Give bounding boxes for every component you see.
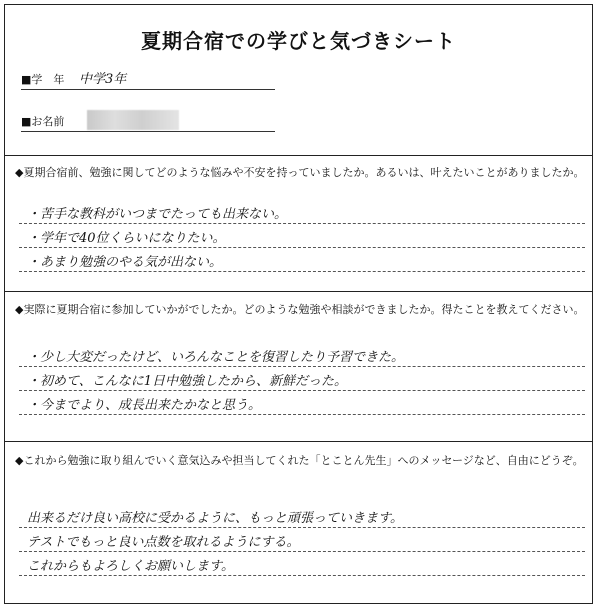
question-2: ◆実際に夏期合宿に参加していかがでしたか。どのような勉強や相談ができましたか。得たことを教えてください。 (15, 303, 585, 316)
answer-line (19, 225, 585, 248)
answer-line (19, 201, 585, 224)
answer-line (19, 344, 585, 367)
divider (5, 441, 592, 442)
name-field (21, 109, 275, 132)
answer-text: テストでもっと良い点数を取れるようにする。 (27, 535, 300, 550)
answer-line (19, 249, 585, 272)
redacted-name (87, 110, 179, 130)
answer-text: ・学年で40位くらいになりたい。 (27, 231, 226, 246)
answer-line (19, 505, 585, 528)
grade-field (21, 67, 275, 90)
answer-text: これからもよろしくお願いします。 (27, 559, 234, 574)
answer-text: ・少し大変だったけど、いろんなことを復習したり予習できた。 (27, 350, 405, 365)
question-1: ◆夏期合宿前、勉強に関してどのような悩みや不安を持っていましたか。あるいは、叶えたいことがありましたか。 (15, 166, 585, 179)
answer-line (19, 553, 585, 576)
answer-text: 出来るだけ良い高校に受かるように、もっと頑張っていきます。 (27, 511, 403, 526)
divider (5, 155, 592, 156)
grade-label: ■学 年 (21, 73, 65, 86)
divider (5, 291, 592, 292)
question-3: ◆これから勉強に取り組んでいく意気込みや担当してくれた「とことん先生」へのメッセージなど、自由にどうぞ。 (15, 454, 584, 467)
survey-sheet (4, 4, 593, 604)
answer-line (19, 392, 585, 415)
answer-text: ・あまり勉強のやる気が出ない。 (27, 255, 223, 270)
answer-text: ・初めて、こんなに1日中勉強したから、新鮮だった。 (27, 374, 348, 389)
answer-text: ・苦手な教科がいつまでたっても出来ない。 (27, 207, 288, 222)
answer-text: ・今までより、成長出来たかなと思う。 (27, 398, 262, 413)
answer-line (19, 368, 585, 391)
sheet-title: 夏期合宿での学びと気づきシート (141, 29, 456, 53)
answer-line (19, 529, 585, 552)
name-label: ■お名前 (21, 115, 65, 128)
grade-value: 中学3年 (79, 72, 127, 87)
